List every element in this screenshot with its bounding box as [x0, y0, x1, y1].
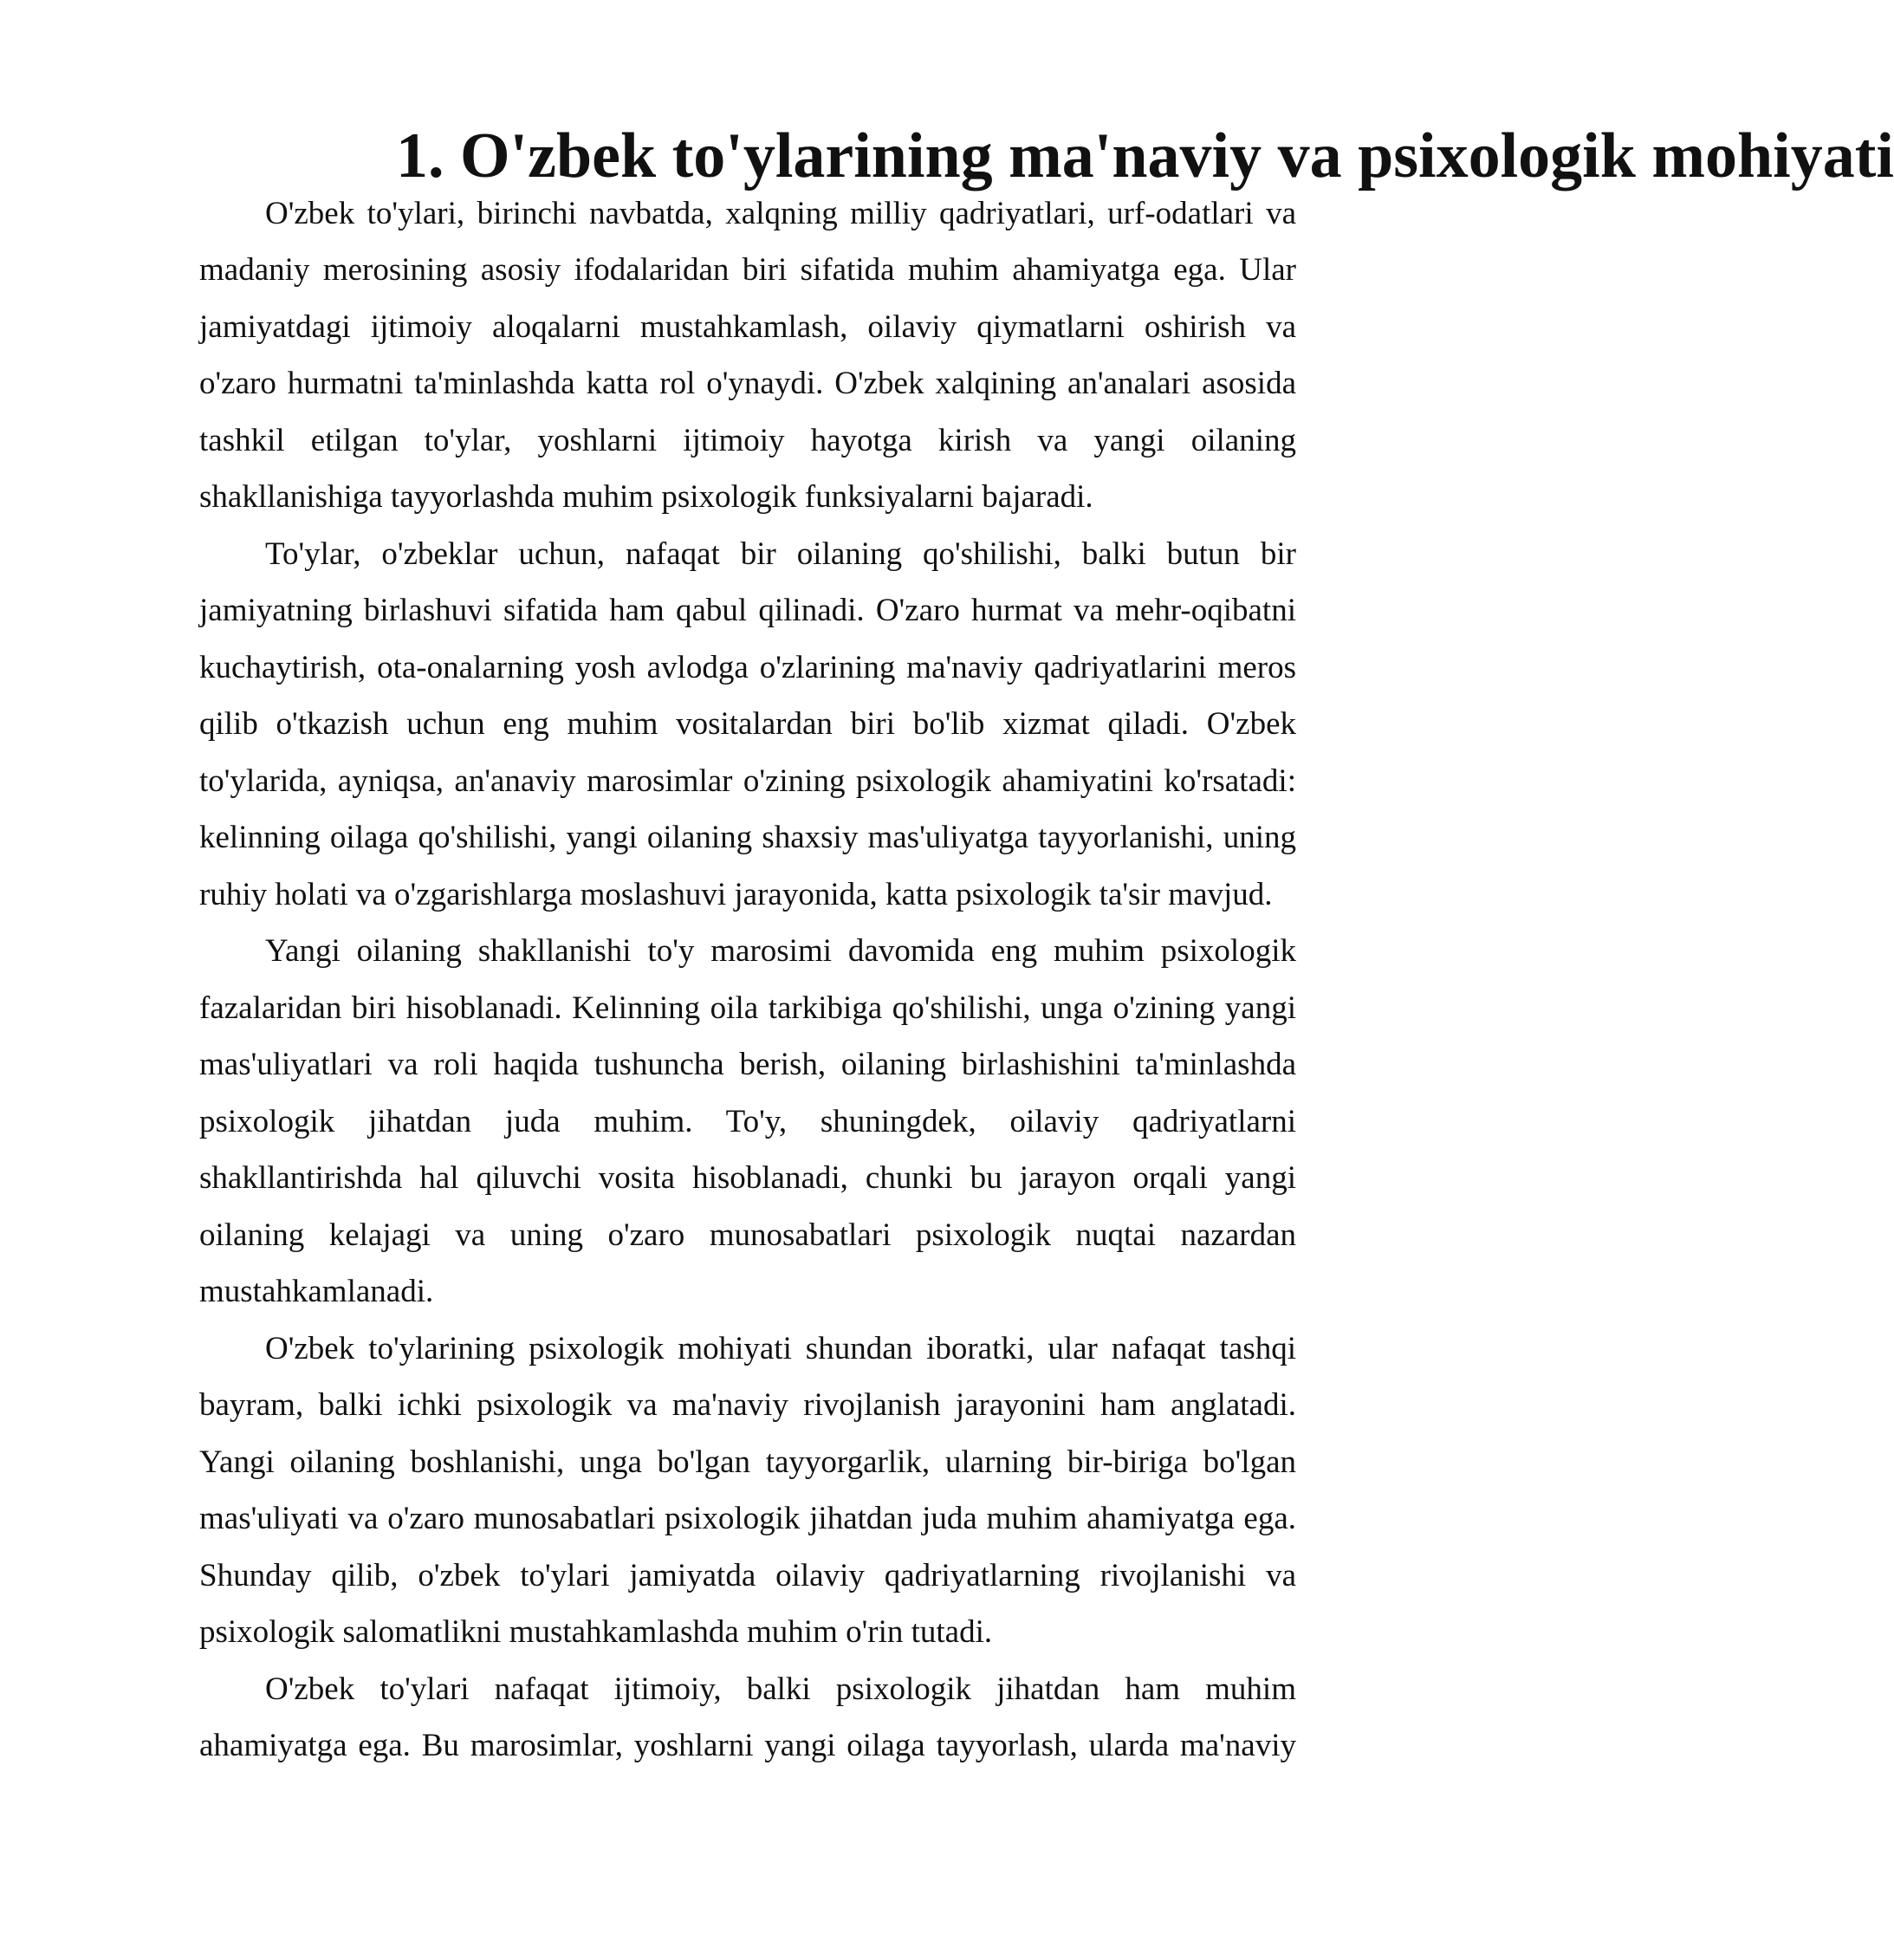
paragraph-1: O'zbek to'ylari, birinchi navbatda, xalqning milliy qadriyatlari, urf-odatlari va madaniy merosining asosiy ifodalaridan biri sifatida muhim ahamiyatga ega. Ular jamiyatdagi ijtimoiy aloqalarni mustahkamlash, oilaviy qiymatlarni oshirish va o'zaro hurmatni ta'minlashda katta rol o'ynaydi. O'zbek xalqining an'analari asosida tashkil etilgan to'ylar, yoshlarni ijtimoiy hayotga kirish va yangi oilaning shakllanishiga tayyorlashda muhim psixologik funksiyalarni bajaradi.	[199, 195, 1296, 515]
document-page	[199, 120, 1894, 1775]
paragraph-3: Yangi oilaning shakllanishi to'y marosimi davomida eng muhim psixologik fazalaridan biri hisoblanadi. Kelinning oila tarkibiga qo'shilishi, unga o'zining yangi mas'uliyatlari va roli haqida tushuncha berish, oilaning birlashishini ta'minlashda psixologik jihatdan juda muhim. To'y, shuningdek, oilaviy qadriyatlarni shakllantirishda hal qiluvchi vosita hisoblanadi, chunki bu jarayon orqali yangi oilaning kelajagi va uning o'zaro munosabatlari psixologik nuqtai nazardan mustahkamlanadi.	[199, 933, 1296, 1309]
paragraph-4: O'zbek to'ylarining psixologik mohiyati shundan iboratki, ular nafaqat tashqi bayram, balki ichki psixologik va ma'naviy rivojlanish jarayonini ham anglatadi. Yangi oilaning boshlanishi, unga bo'lgan tayyorgarlik, ularning bir-biriga bo'lgan mas'uliyati va o'zaro munosabatlari psixologik jihatdan juda muhim ahamiyatga ega. Shunday qilib, o'zbek to'ylari jamiyatda oilaviy qadriyatlarning rivojlanishi va psixologik salomatlikni mustahkamlashda muhim o'rin tutadi.	[199, 1330, 1296, 1650]
section-heading: 1. O'zbek to'ylarining ma'naviy va psixologik mohiyati	[396, 120, 1894, 191]
paragraph-2: To'ylar, o'zbeklar uchun, nafaqat bir oilaning qo'shilishi, balki butun bir jamiyatning birlashuvi sifatida ham qabul qilinadi. O'zaro hurmat va mehr-oqibatni kuchaytirish, ota-onalarning yosh avlodga o'zlarining ma'naviy qadriyatlarini meros qilib o'tkazish uchun eng muhim vositalardan biri bo'lib xizmat qiladi. O'zbek to'ylarida, ayniqsa, an'anaviy marosimlar o'zining psixologik ahamiyatini ko'rsatadi: kelinning oilaga qo'shilishi, yangi oilaning shaxsiy mas'uliyatga tayyorlanishi, uning ruhiy holati va o'zgarishlarga moslashuvi jarayonida, katta psixologik ta'sir mavjud.	[199, 535, 1296, 912]
paragraph-5: O'zbek to'ylari nafaqat ijtimoiy, balki psixologik jihatdan ham muhim ahamiyatga ega. Bu marosimlar, yoshlarni yangi oilaga tayyorlash, ularda ma'naviy	[199, 1671, 1296, 1763]
